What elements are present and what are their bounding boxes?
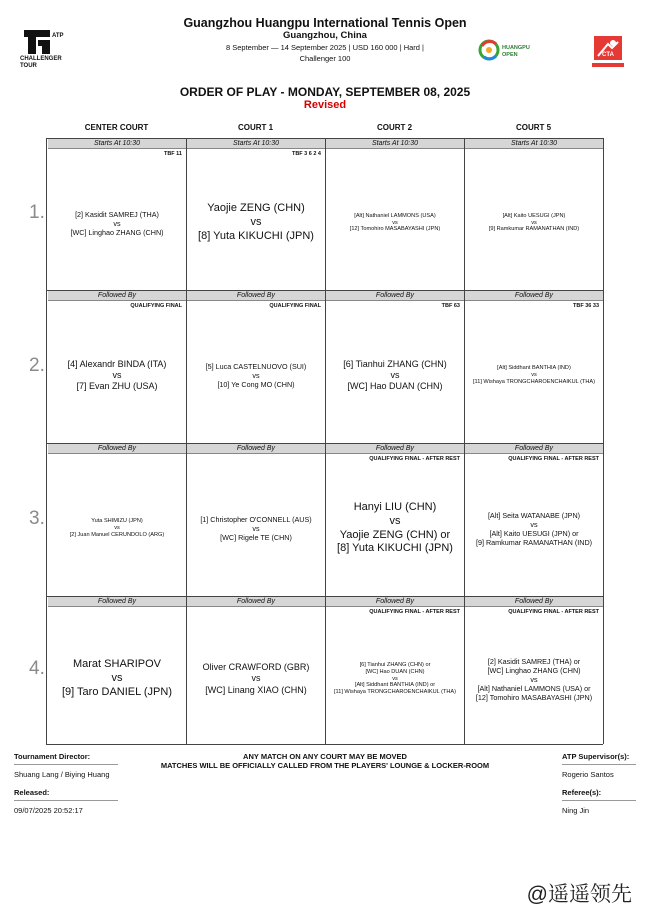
player-line: Yaojie ZENG (CHN) or [339, 528, 451, 541]
vs-label: vs [111, 672, 123, 685]
svg-text:HUANGPU: HUANGPU [502, 45, 530, 51]
time-strip: Starts At 10:30 [326, 139, 464, 149]
player-line: Marat SHARIPOV [72, 658, 162, 671]
vs-label: vs [390, 369, 400, 380]
match-cell [48, 158, 186, 288]
vs-label: vs [112, 369, 122, 380]
atp-logo-text: CHALLENGER TOUR [20, 56, 62, 69]
match-tag: QUALIFYING FINAL [130, 303, 182, 309]
player-line: [Alt] Nathaniel LAMMONS (USA) or [477, 683, 591, 693]
player-line: [11] Wishaya TRONGCHAROENCHAIKUL (THA) [333, 689, 457, 696]
player-line: [Alt] Siddhant BANTHIA (IND) [497, 365, 571, 372]
match-tag: TBF 63 [441, 303, 460, 309]
watermark: @遥遥领先 [526, 883, 632, 906]
player-line: [2] Juan Manuel CERUNDOLO (ARG) [69, 531, 165, 538]
row-number: 2. [29, 354, 45, 376]
vs-label: vs [530, 519, 538, 529]
player-line: [7] Evan ZHU (USA) [76, 381, 158, 392]
time-strip: Followed By [465, 291, 603, 301]
match-cell [465, 158, 603, 288]
player-line: [WC] Linang XIAO (CHN) [205, 684, 307, 695]
director-label: Tournament Director: [14, 752, 91, 761]
supervisor-label: ATP Supervisor(s): [562, 752, 630, 761]
notice-line-2: MATCHES WILL BE OFFICIALLY CALLED FROM THE PLAYERS' LOUNGE & LOCKER-ROOM [160, 761, 490, 770]
vs-label: vs [252, 371, 260, 380]
row-number: 1. [29, 202, 45, 223]
player-line: [Alt] Kaito UESUGI (JPN) or [489, 528, 579, 538]
vs-label: vs [113, 218, 121, 228]
match-cell [187, 158, 325, 288]
player-line: [Alt] Seita WATANABE (JPN) [487, 510, 581, 520]
court-header-1: COURT 1 [237, 123, 274, 132]
match-cell [465, 310, 603, 441]
director-value: Shuang Lang / Biying Huang [14, 770, 110, 779]
player-line: [Alt] Nathaniel LAMMONS (USA) [354, 212, 436, 219]
released-label: Released: [14, 788, 50, 797]
player-line: [11] Wishaya TRONGCHAROENCHAIKUL (THA) [472, 378, 596, 385]
notice-line-1: ANY MATCH ON ANY COURT MAY BE MOVED [243, 752, 407, 761]
match-tag: QUALIFYING FINAL - AFTER REST [369, 456, 460, 462]
time-strip: Followed By [326, 597, 464, 607]
player-line: Yaojie ZENG (CHN) [207, 202, 305, 215]
svg-text:ATP: ATP [52, 33, 64, 39]
huangpu-open-logo [478, 36, 538, 66]
svg-text:OPEN: OPEN [502, 52, 518, 58]
match-tag: TBF 36 33 [573, 303, 599, 309]
svg-text:CTA: CTA [602, 52, 614, 58]
player-line: [4] Alexandr BINDA (ITA) [67, 358, 167, 369]
player-line: [WC] Linghao ZHANG (CHN) [487, 665, 581, 675]
time-strip: Followed By [48, 597, 186, 607]
released-value: 09/07/2025 20:52:17 [14, 806, 83, 815]
match-cell [48, 310, 186, 441]
player-line: [9] Ramkumar RAMANATHAN (IND) [488, 226, 580, 233]
time-strip: Followed By [48, 444, 186, 454]
player-line: [WC] Hao DUAN (CHN) [365, 668, 425, 675]
match-cell [187, 616, 325, 742]
grid-divider [603, 138, 604, 744]
grid-divider [46, 744, 603, 745]
tournament-name: Guangzhou Huangpu International Tennis Open [183, 16, 467, 30]
atp-challenger-logo [20, 28, 66, 72]
page-title: ORDER OF PLAY - MONDAY, SEPTEMBER 08, 2025 [179, 85, 471, 99]
player-line: Hanyi LIU (CHN) [353, 501, 437, 513]
player-line: [1] Christopher O'CONNELL (AUS) [200, 515, 312, 524]
match-cell [187, 463, 325, 594]
time-strip: Starts At 10:30 [187, 139, 325, 149]
match-tag: QUALIFYING FINAL - AFTER REST [508, 609, 599, 615]
match-cell [48, 463, 186, 594]
match-cell [326, 158, 464, 288]
match-cell [187, 310, 325, 441]
court-header-5: COURT 5 [515, 123, 552, 132]
vs-label: vs [392, 675, 398, 682]
time-strip: Followed By [326, 291, 464, 301]
vs-label: vs [530, 674, 538, 684]
time-strip: Followed By [48, 291, 186, 301]
player-line: [9] Ramkumar RAMANATHAN (IND) [475, 537, 593, 547]
revised-label: Revised [303, 99, 347, 111]
tournament-category: Challenger 100 [299, 54, 351, 63]
time-strip: Followed By [465, 444, 603, 454]
vs-label: vs [389, 514, 401, 527]
cta-logo-icon [586, 34, 630, 70]
time-strip: Followed By [465, 597, 603, 607]
player-line: [WC] Hao DUAN (CHN) [347, 381, 443, 392]
vs-label: vs [250, 216, 262, 229]
match-cell [48, 616, 186, 742]
player-line: [6] Tianhui ZHANG (CHN) or [359, 661, 431, 668]
player-line: [Alt] Siddhant BANTHIA (IND) or [354, 682, 436, 689]
court-header-2: COURT 2 [376, 123, 413, 132]
grid-divider [46, 138, 47, 744]
player-line: [8] Yuta KIKUCHI (JPN) [198, 229, 314, 242]
player-line: [WC] Rigele TE (CHN) [220, 533, 292, 542]
player-line: [8] Yuta KIKUCHI (JPN) [337, 542, 453, 555]
match-cell [465, 616, 603, 742]
match-tag: TBF 3 6 2 4 [291, 151, 321, 157]
time-strip: Followed By [326, 444, 464, 454]
tournament-header [150, 16, 500, 64]
match-tag: QUALIFYING FINAL - AFTER REST [508, 456, 599, 462]
player-line: [5] Luca CASTELNUOVO (SUI) [205, 362, 307, 371]
vs-label: vs [252, 524, 260, 533]
match-cell [326, 616, 464, 742]
vs-label: vs [531, 219, 537, 226]
player-line: [Alt] Kaito UESUGI (JPN) [502, 212, 566, 219]
match-cell [326, 463, 464, 594]
tournament-info: 8 September — 14 September 2025 | USD 160 000 | Hard | [225, 43, 425, 52]
player-line: Oliver CRAWFORD (GBR) [202, 662, 310, 673]
referee-value: Ning Jin [562, 806, 590, 815]
player-line: [12] Tomohiro MASABAYASHI (JPN) [349, 226, 441, 233]
row-number: 4. [29, 658, 45, 679]
time-strip: Followed By [187, 597, 325, 607]
player-line: [2] Kasidit SAMREJ (THA) or [487, 656, 581, 666]
match-tag: QUALIFYING FINAL - AFTER REST [369, 609, 460, 615]
player-line: [10] Ye Cong MO (CHN) [217, 380, 295, 389]
player-line: Yuta SHIMIZU (JPN) [91, 518, 143, 525]
player-line: [12] Tomohiro MASABAYASHI (JPN) [475, 692, 593, 702]
vs-label: vs [114, 525, 120, 531]
time-strip: Followed By [187, 291, 325, 301]
court-header-center: CENTER COURT [84, 123, 149, 132]
huangpu-logo-icon [478, 36, 538, 66]
footer-notice [150, 752, 500, 770]
player-line: [9] Taro DANIEL (JPN) [61, 685, 173, 698]
referee-label: Referee(s): [562, 788, 602, 797]
match-tag: QUALIFYING FINAL [269, 303, 321, 309]
vs-label: vs [392, 219, 398, 226]
player-line: [6] Tianhui ZHANG (CHN) [343, 358, 447, 369]
supervisor-value: Rogerio Santos [562, 770, 614, 779]
atp-logo-icon [20, 28, 66, 56]
vs-label: vs [531, 372, 537, 378]
time-strip: Starts At 10:30 [465, 139, 603, 149]
cta-logo [586, 34, 630, 70]
time-strip: Starts At 10:30 [48, 139, 186, 149]
vs-label: vs [251, 673, 261, 684]
player-line: [2] Kasidit SAMREJ (THA) [75, 209, 159, 219]
player-line: [WC] Linghao ZHANG (CHN) [70, 227, 164, 237]
match-cell [326, 310, 464, 441]
tournament-location: Guangzhou, China [283, 30, 367, 41]
time-strip: Followed By [187, 444, 325, 454]
match-tag: TBF 11 [163, 151, 182, 157]
row-number: 3. [29, 507, 45, 529]
match-cell [465, 463, 603, 594]
